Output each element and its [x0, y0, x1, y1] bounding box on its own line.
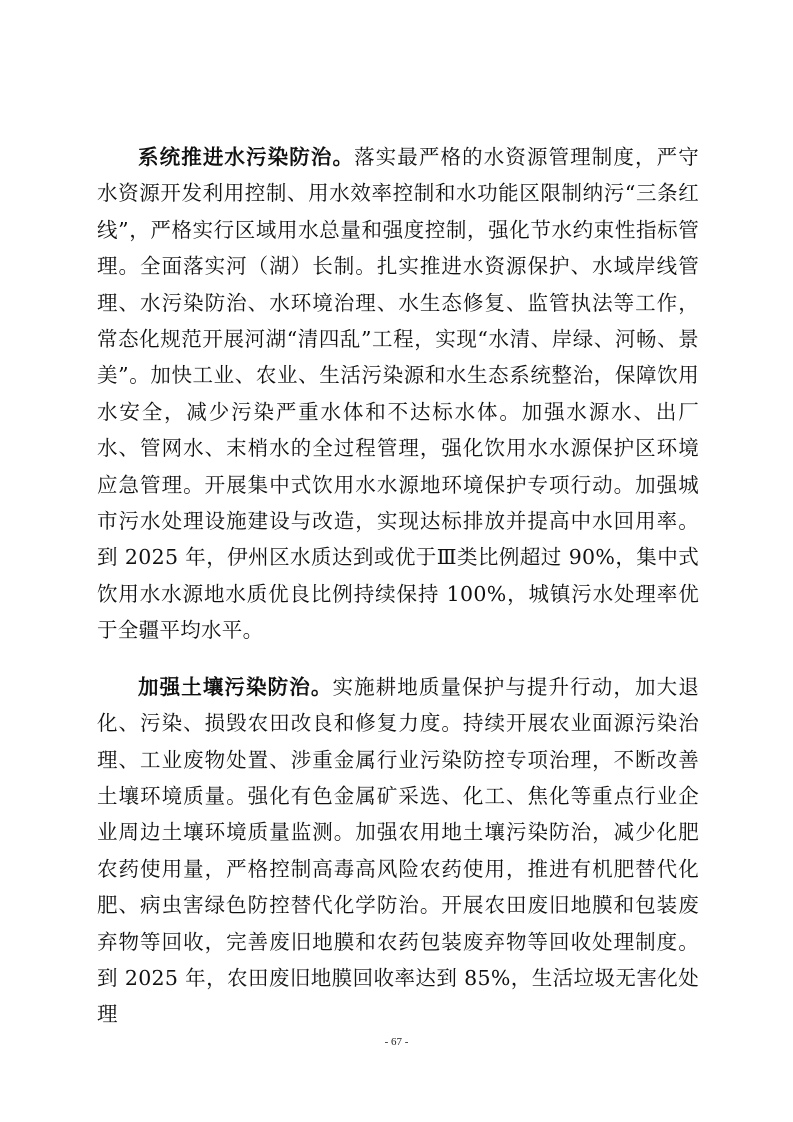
document-page	[97, 139, 699, 1033]
paragraph-body-soil-pollution: 实施耕地质量保护与提升行动，加大退化、污染、损毁农田改良和修复力度。持续开展农业面源污染治理、工业废物处置、涉重金属行业污染防控专项治理，不断改善土壤环境质量。强化有色金属矿采选、化工、焦化等重点行业企业周边土壤环境质量监测。加强农用地土壤污染防治，减少化肥农药使用量，严格控制高毒高风险农药使用，推进有机肥替代化肥、病虫害绿色防控替代化学防治。开展农田废旧地膜和包装废弃物等回收，完善废旧地膜和农药包装废弃物等回收处理制度。到 2025 年，农田废旧地膜回收率达到 85%，生活垃圾无害化处理	[97, 674, 699, 1027]
paragraph-body-water-pollution: 落实最严格的水资源管理制度，严守水资源开发利用控制、用水效率控制和水功能区限制纳污“三条红线”，严格实行区域用水总量和强度控制，强化节水约束性指标管理。全面落实河（湖）长制。扎实推进水资源保护、水域岸线管理、水污染防治、水环境治理、水生态修复、监管执法等工作，常态化规范开展河湖“清四乱”工程，实现“水清、岸绿、河畅、景美”。加快工业、农业、生活污染源和水生态系统整治，保障饮用水安全，减少污染严重水体和不达标水体。加强水源水、出厂水、管网水、末梢水的全过程管理，强化饮用水水源保护区环境应急管理。开展集中式饮用水水源地环境保护专项行动。加强城市污水处理设施建设与改造，实现达标排放并提高中水回用率。到 2025 年，伊州区水质达到或优于Ⅲ类比例超过 90%，集中式饮用水水源地水质优良比例持续保持 100%，城镇污水处理率优于全疆平均水平。	[97, 145, 699, 643]
paragraph-water-pollution	[97, 139, 699, 649]
page-number: - 67 -	[384, 1036, 409, 1048]
paragraph-heading-soil-pollution: 加强土壤污染防治。	[138, 674, 333, 699]
paragraph-heading-water-pollution: 系统推进水污染防治。	[138, 145, 355, 169]
paragraph-soil-pollution	[97, 669, 699, 1033]
